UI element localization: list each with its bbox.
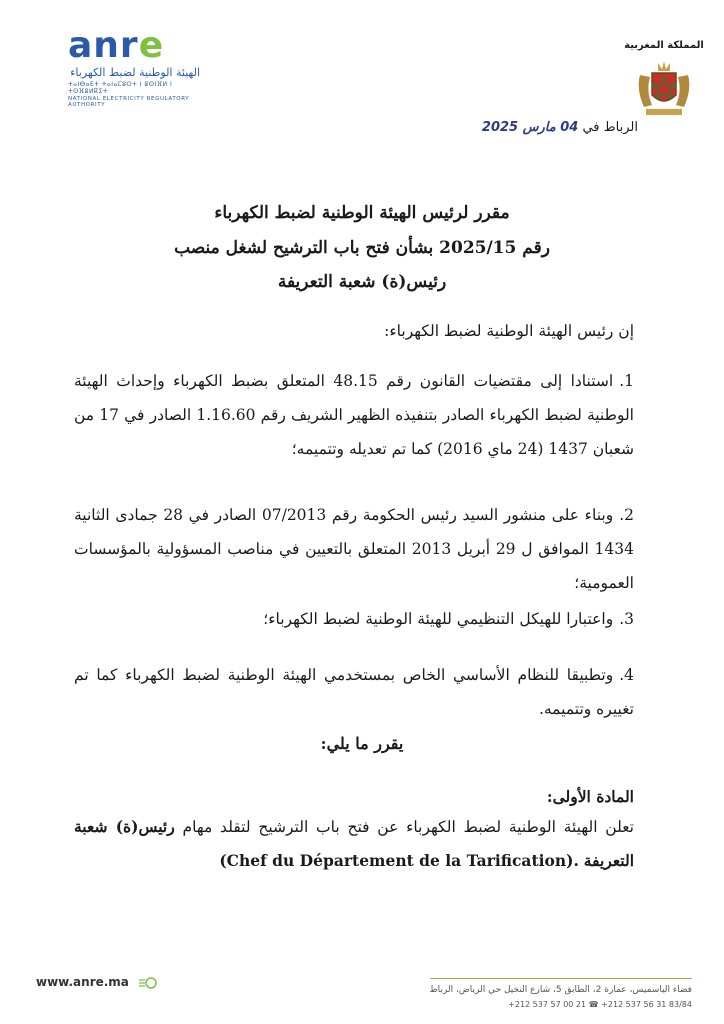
article1-text-part1: تعلن الهيئة الوطنية لضبط الكهرباء عن فتح باب الترشيح لتقلد مهام (182, 818, 634, 836)
logo-arabic-name: الهيئة الوطنية لضبط الكهرباء (70, 66, 200, 79)
list-item (74, 364, 634, 466)
date-line (482, 120, 638, 135)
article1-text (74, 810, 634, 878)
item-number: 3. (619, 610, 634, 628)
decision-title-line1: مقرر لرئيس الهيئة الوطنية لضبط الكهرباء (214, 203, 510, 223)
logo-word-green: e (138, 25, 165, 66)
footer-phones: +212 537 57 00 21 ☎ +212 537 56 31 83/84 (508, 1000, 692, 1009)
item-number: 4. (619, 666, 634, 684)
coat-of-arms-icon (632, 55, 696, 119)
logo-tifinagh-name: ⵜⴰⵏⴱⴰⴹⵜ ⵜⴰⵏⴰⵎⵓⵔⵜ ⵏ ⵓⵙⵏⴼⵍ ⵏ ⵜⵙⴼⵓⵍⴽⵉⵜ (68, 81, 173, 95)
kingdom-name: المملكة المغربية (624, 40, 704, 51)
decision-title-line3: رئيس(ة) شعبة التعريفة (277, 272, 447, 292)
item-text: وبناء على منشور السيد رئيس الحكومة رقم 07/2013 الصادر في 28 جمادى الثانية 1434 الموافق ل 29 أبريل 2013 المتعلق بالتعيين في مناصب المسؤولية بالمؤسسات العمومية؛ (74, 506, 634, 592)
logo-wordmark (68, 25, 208, 66)
logo-english-name: NATIONAL ELECTRICITY REGULATORY AUTHORITY (68, 96, 190, 108)
intro-text: إن رئيس الهيئة الوطنية لضبط الكهرباء: (384, 322, 634, 340)
list-item (74, 602, 634, 636)
item-text: واعتبارا للهيكل التنظيمي للهيئة الوطنية لضبط الكهرباء؛ (263, 610, 614, 628)
date-handwritten: 04 مارس 2025 (481, 120, 579, 135)
website-link[interactable]: www.anre.ma (36, 975, 129, 989)
article1-heading: المادة الأولى: (546, 787, 634, 806)
list-item (74, 658, 634, 726)
footer-website (36, 975, 159, 990)
footer-address: فضاء الياسميس، عمارة 2، الطابق 5، شارع النخيل حي الرياض، الرباط (429, 985, 692, 995)
item-text: استنادا إلى مقتضيات القانون رقم 48.15 المتعلق بضبط الكهرباء وإحداث الهيئة الوطنية لضبط الكهرباء الصادر بتنفيذه الظهير الشريف رقم 1.16.60 الصادر في 17 من شعبان 1437 (24 ماي 2016) كما تم تعديله وتتميمه؛ (74, 372, 634, 458)
item-number: 2. (619, 506, 634, 524)
item-text: وتطبيقا للنظام الأساسي الخاص بمستخدمي الهيئة الوطنية لضبط الكهرباء كما تم تغييره وتتميمه. (74, 666, 634, 718)
anre-small-logo-icon (137, 976, 159, 990)
footer-divider (430, 978, 692, 979)
list-item (74, 498, 634, 600)
anre-logo (68, 25, 208, 108)
date-prefix: الرباط في (582, 120, 638, 135)
article1-position-title: رئيس(ة) شعبة التعريفة (74, 817, 634, 870)
logo-word-blue: anr (68, 25, 139, 66)
decision-title-line2: رقم 2025/15 بشأن فتح باب الترشيح لشغل منصب (174, 238, 550, 258)
kingdom-header (614, 40, 714, 123)
decides-heading: يقرر ما يلي: (320, 734, 404, 753)
article1-position-title-fr: (Chef du Département de la Tarification). (219, 851, 579, 870)
item-number: 1. (619, 372, 634, 390)
